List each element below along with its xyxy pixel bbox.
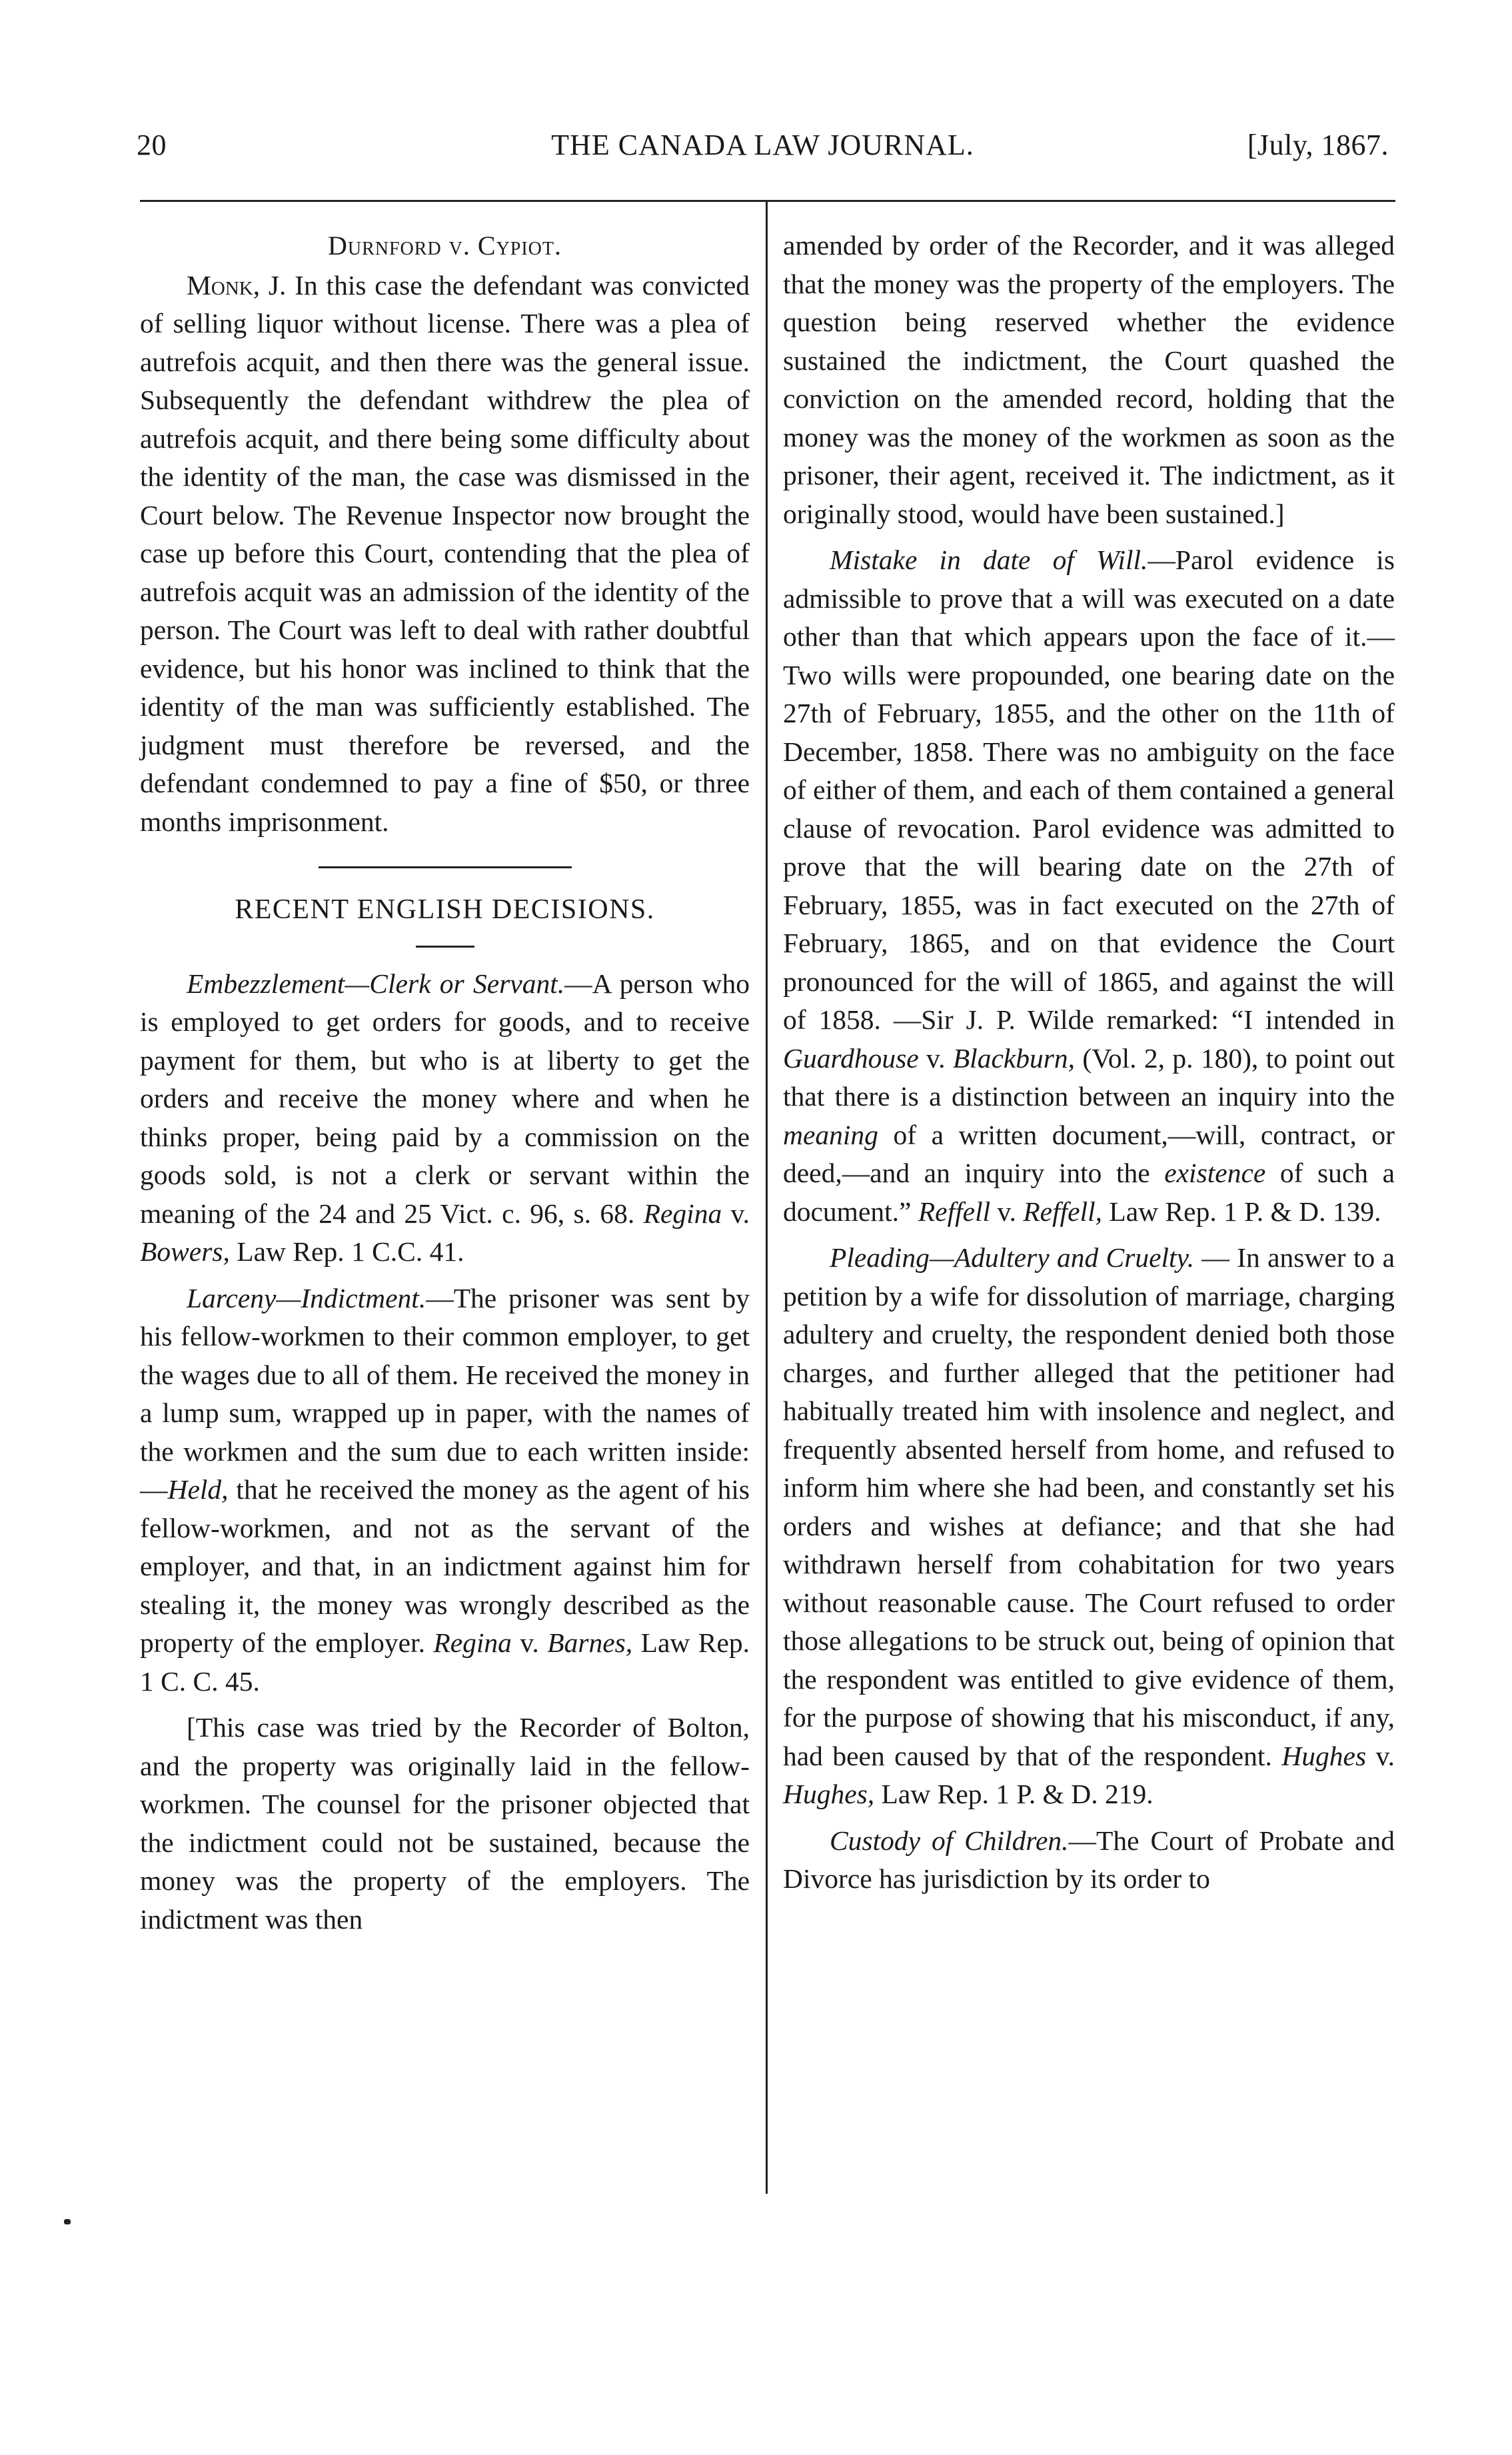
mistake-title: Mistake in date of Will. xyxy=(830,544,1148,575)
header-rule xyxy=(140,200,1395,202)
pleading-cite-b: Hughes, xyxy=(783,1779,875,1809)
mistake-cite-v: v. xyxy=(990,1196,1024,1227)
case-body-text: In this case the defendant was convicted of selling liquor without license. There was a plea of autrefois acquit, and then there was the general issue. Subsequently the defendant withdrew the plea of autrefois acquit, and there being some difficulty about the identity of the man, the case was dismissed in the Court below. The Revenue Inspector now brought the case up before this Court, contending that the plea of autrefois acquit was an admission of the identity of the person. The Court was left to deal with rather doubtful evidence, but his honor was inclined to think that the identity of the man was sufficiently established. The judgment must therefore be reversed, and the defendant condemned to pay a fine of $50, or three months imprisonment. xyxy=(140,269,750,837)
mistake-case-a: Guardhouse xyxy=(783,1042,919,1074)
print-speck xyxy=(64,2219,71,2224)
larceny-cite-b: Barnes, xyxy=(547,1627,633,1658)
larceny-body-2: that he received the money as the agent of his fellow-workmen, and not as the servant of the employer, and that, in an indictment against him for stealing it, the money was wrongly described as the property of the employer. xyxy=(140,1474,750,1658)
judge-name: Monk, J. xyxy=(187,269,287,301)
embezzlement-cite-rest: Law Rep. 1 C.C. 41. xyxy=(229,1236,464,1267)
embezzlement-cite-a: Regina xyxy=(643,1198,722,1229)
pleading-cite-v: v. xyxy=(1366,1740,1395,1771)
mistake-body-3: of a written document,—will, contract, or deed,—and an inquiry into the xyxy=(783,1119,1395,1188)
larceny-cite-a: Regina xyxy=(433,1627,512,1658)
larceny-cite-v: v. xyxy=(511,1627,548,1658)
larceny-cite-rest: Law Rep. 1 C. C. 45. xyxy=(140,1627,750,1697)
mistake-existence: existence xyxy=(1164,1158,1266,1188)
journal-title: THE CANADA LAW JOURNAL. xyxy=(551,129,974,161)
mistake-body: —Parol evidence is admissible to prove that a will was executed on a date other than that which appears upon the face of it.—Two wills were propounded, one bearing date on the 27th of February, 1855, and the other on the 11th of December, 1858. There was no ambiguity on the face of either of them, and each of them contained a general clause of revocation. Parol evidence was admitted to prove that the will bearing date on the 27th of February, 1855, was in fact executed on the 27th of February, 1865, and on that evidence the Court pronounced for the will of 1865, and against the will of 1858. —Sir J. P. Wilde remarked: “I intended in xyxy=(783,544,1395,1035)
issue-date: [July, 1867. xyxy=(1247,129,1389,161)
embezzlement-cite-v: v. xyxy=(722,1198,750,1229)
mistake-paragraph xyxy=(783,541,1395,1231)
embezzlement-paragraph xyxy=(140,965,750,1271)
embezzlement-cite-b: Bowers, xyxy=(140,1236,230,1267)
mistake-cite-b: Reffell, xyxy=(1023,1196,1103,1227)
column-divider xyxy=(766,201,768,2194)
mistake-body-4: of such a document.” xyxy=(783,1158,1395,1227)
right-column xyxy=(783,227,1395,1907)
pleading-cite-a: Hughes xyxy=(1281,1740,1367,1771)
case-paragraph xyxy=(140,267,750,842)
larceny-paragraph xyxy=(140,1279,750,1701)
bracket-note-continued: amended by order of the Recorder, and it was alleged that the money was the property of the employers. The question being reserved whether the evidence sustained the indictment, the Court quashed the conviction on the amended record, holding that the money was the money of the workmen as soon as the prisoner, their agent, received it. The indictment, as it originally stood, would have been sustained.] xyxy=(783,230,1395,529)
custody-title: Custody of Children. xyxy=(830,1825,1069,1856)
custody-body: —The Court of Probate and Divorce has jurisdiction by its order to xyxy=(783,1825,1395,1894)
pleading-body: — In answer to a petition by a wife for dissolution of marriage, charging adultery and cruelty, the respondent denied both those charges, and further alleged that the petitioner had habitually treated him with insolence and neglect, and frequently absented herself from home, and refused to inform him where she had been, and constantly set his orders and wishes at defiance; and that she had withdrawn herself from cohabitation for two years without reasonable cause. The Court refused to order those allegations to be struck out, being of opinion that the respondent was entitled to give evidence of them, for the purpose of showing that his misconduct, if any, had been caused by that of the respondent. xyxy=(783,1242,1395,1771)
case-heading: Durnford v. Cypiot. xyxy=(327,231,562,261)
larceny-title: Larceny—Indictment. xyxy=(187,1282,426,1313)
mistake-cite-rest: Law Rep. 1 P. & D. 139. xyxy=(1102,1196,1381,1227)
pleading-cite-rest: Law Rep. 1 P. & D. 219. xyxy=(874,1779,1153,1809)
larceny-held: Held, xyxy=(167,1474,229,1505)
mistake-case-b: Blackburn, xyxy=(952,1042,1076,1074)
section-separator xyxy=(319,866,572,868)
larceny-body: —The prisoner was sent by his fellow-workmen to their common employer, to get the wages due to all of them. He received the money in a lump sum, wrapped up in paper, with the names of the workmen and the sum due to each written inside: — xyxy=(140,1282,750,1505)
page-header xyxy=(137,128,1389,175)
left-column xyxy=(140,227,750,1947)
custody-paragraph xyxy=(783,1822,1395,1899)
mistake-cite-a: Reffell xyxy=(918,1196,991,1227)
mistake-body-2: (Vol. 2, p. 180), to point out that there is a distinction between an inquiry into the xyxy=(783,1042,1395,1112)
embezzlement-title: Embezzlement—Clerk or Servant. xyxy=(187,968,565,999)
section-title: RECENT ENGLISH DECISIONS. xyxy=(235,894,655,925)
page-number: 20 xyxy=(137,129,167,161)
section-title-rule xyxy=(416,946,474,948)
mistake-meaning: meaning xyxy=(783,1119,878,1150)
bracket-note: [This case was tried by the Recorder of Bolton, and the property was originally laid in the fellow-workmen. The counsel for the prisoner objected that the indictment could not be sustained, because the money was the property of the employers. The indictment was then xyxy=(140,1712,750,1935)
pleading-paragraph xyxy=(783,1239,1395,1814)
embezzlement-body: —A person who is employed to get orders for goods, and to receive payment for them, but who is at liberty to get the orders and receive the money where and when he thinks proper, being paid by a commission on the goods sold, is not a clerk or servant within the meaning of the 24 and 25 Vict. c. 96, s. 68. xyxy=(140,968,750,1229)
pleading-title: Pleading—Adultery and Cruelty. xyxy=(830,1242,1195,1273)
mistake-case-v: v. xyxy=(918,1042,953,1074)
